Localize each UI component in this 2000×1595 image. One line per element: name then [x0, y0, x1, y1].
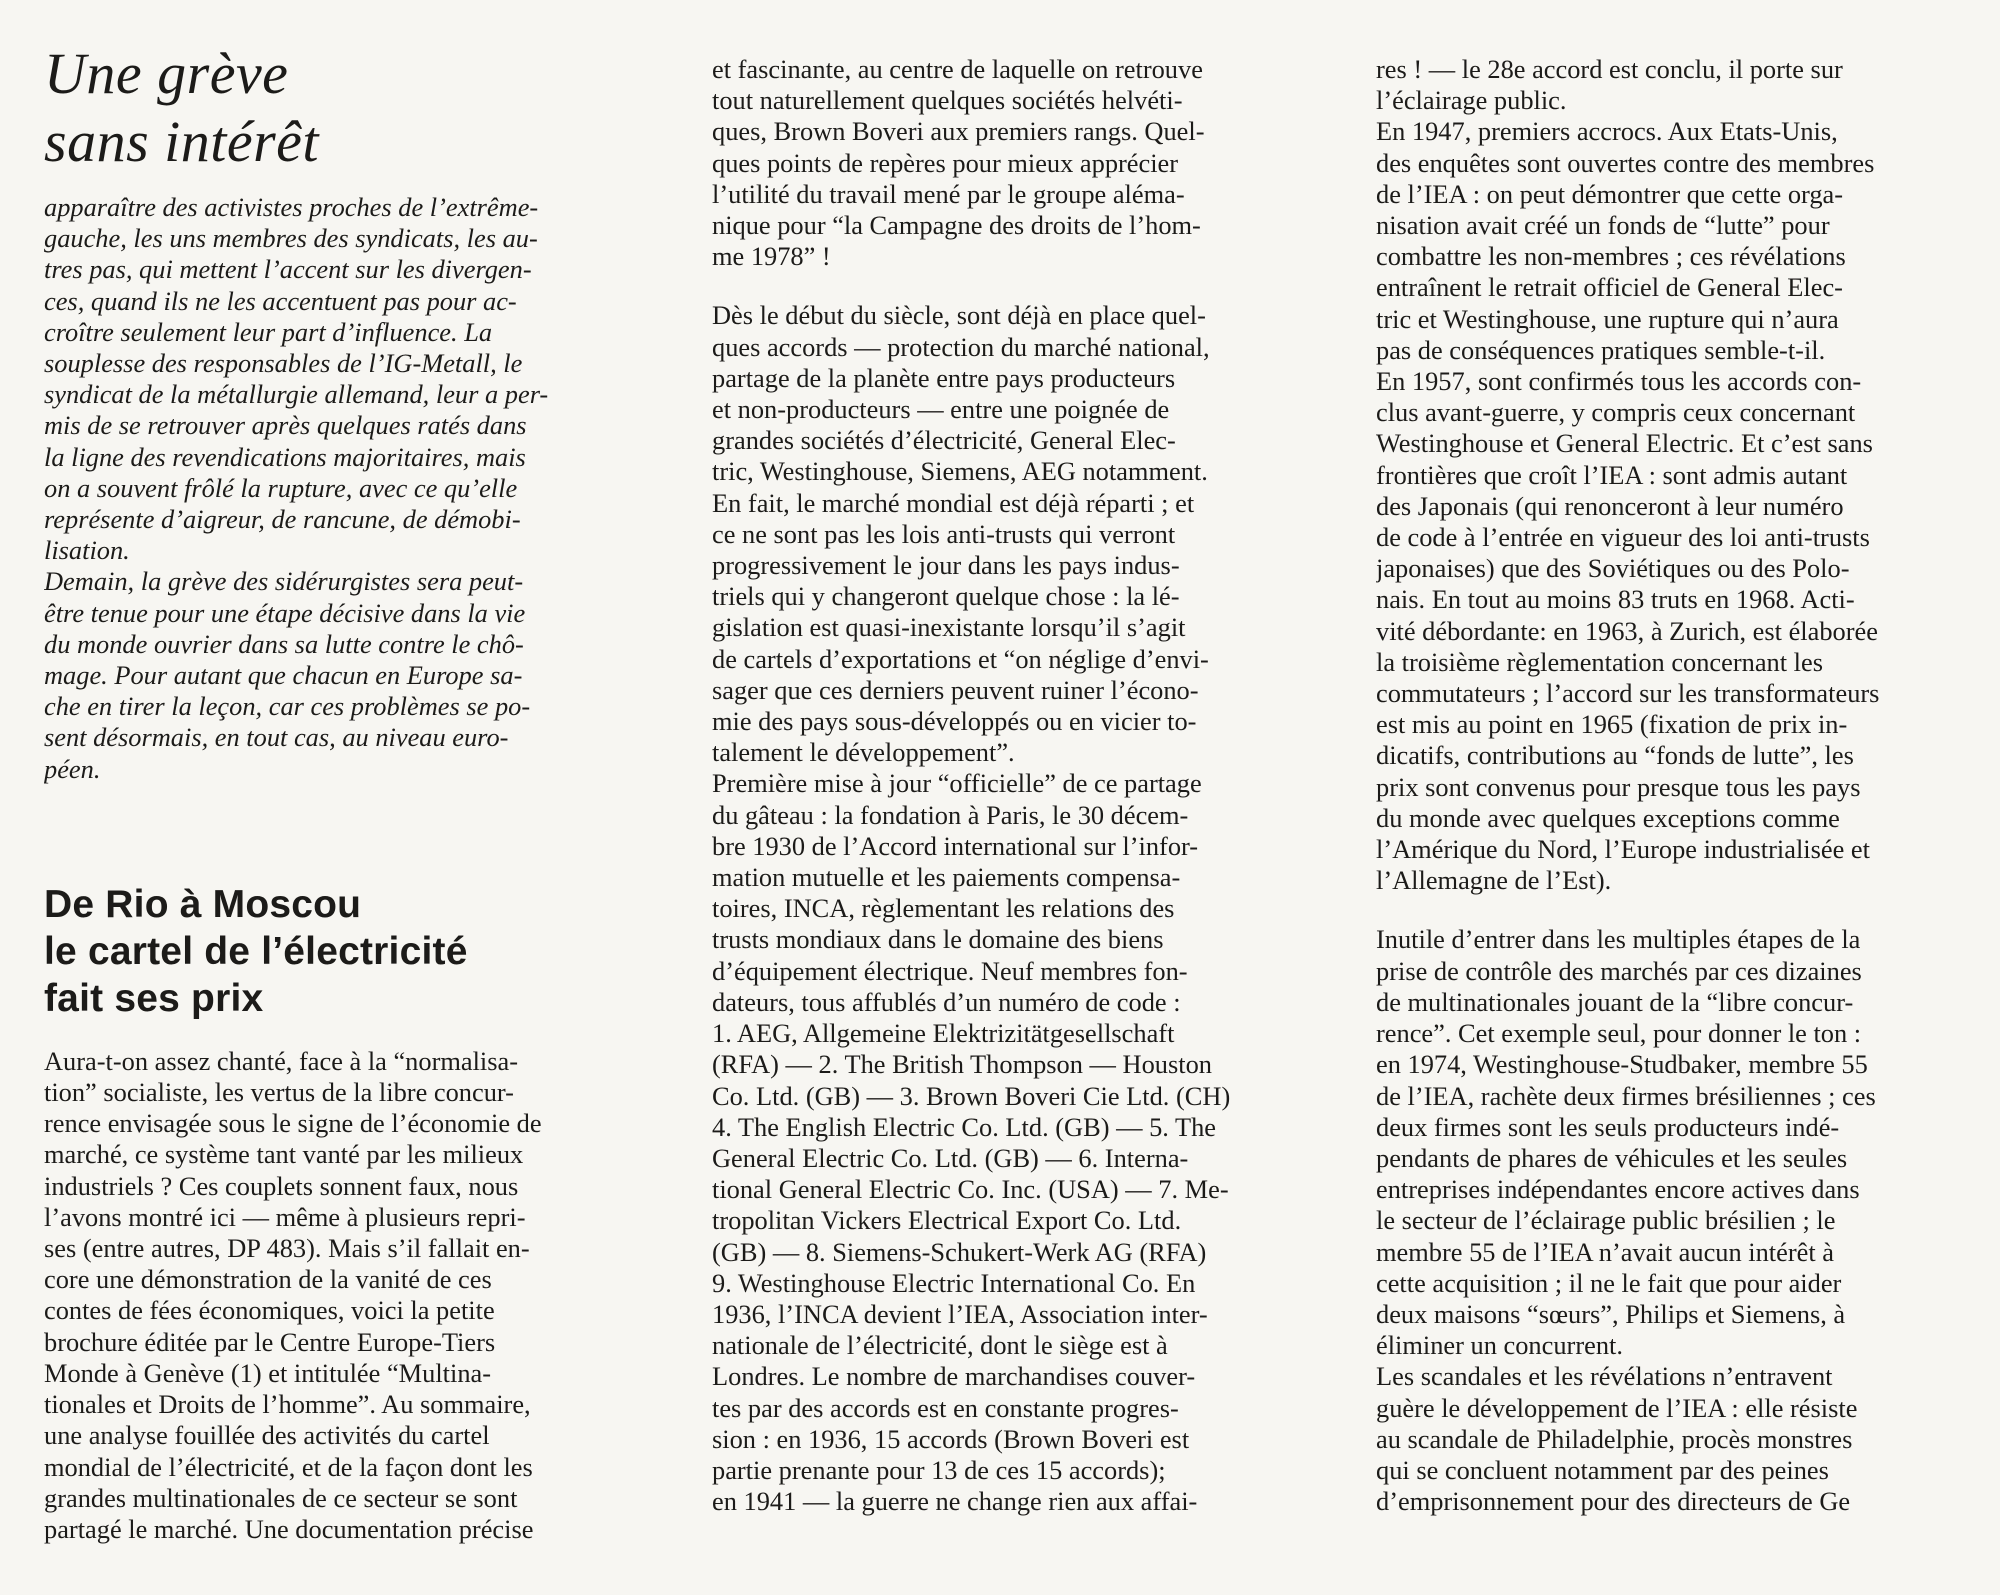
- text-line: de cartels d’exportations et “on néglige d’envi-: [712, 643, 1209, 674]
- text-line: de code à l’entrée en vigueur des loi anti-trusts: [1376, 522, 1870, 553]
- right-column: [1376, 0, 2000, 1595]
- text-line: nais. En tout au moins 83 truts en 1968. Acti-: [1376, 584, 1855, 615]
- article1-title: [44, 40, 674, 176]
- text-line: représente d’aigreur, de rancune, de démobi-: [44, 504, 521, 535]
- text-line: l’utilité du travail mené par le groupe alémа-: [712, 178, 1185, 209]
- text-line: 4. The English Electric Co. Ltd. (GB) — 5. The: [712, 1111, 1217, 1142]
- text-line: nationale de l’électricité, dont le siège est à: [712, 1330, 1168, 1361]
- text-line: 9. Westinghouse Electric International Co. En: [712, 1267, 1196, 1298]
- text-line: en 1941 — la guerre ne change rien aux affai-: [712, 1486, 1198, 1517]
- text-line: japonaises) que des Soviétiques ou des Polo-: [1376, 553, 1850, 584]
- text-line: et non-producteurs — entre une poignée de: [712, 394, 1170, 425]
- text-line: commutateurs ; l’accord sur les transformateurs: [1376, 678, 1880, 709]
- text-line: tional General Electric Co. Inc. (USA) — 7. Me-: [712, 1174, 1229, 1205]
- text-line: Dès le début du siècle, sont déjà en place quel-: [712, 300, 1206, 331]
- text-line: rence”. Cet exemple seul, pour donner le ton :: [1376, 1018, 1862, 1049]
- text-line: du monde ouvrier dans sa lutte contre le chô-: [44, 628, 524, 659]
- text-line: nique pour “la Campagne des droits de l’hom-: [712, 210, 1201, 241]
- text-line: 1. AEG, Allgemeine Elektrizitätgesellschaft: [712, 1018, 1175, 1049]
- text-line: sager que ces derniers peuvent ruiner l’écono-: [712, 674, 1199, 705]
- text-line: de l’IEA, rachète deux firmes brésiliennes ; ces: [1376, 1080, 1876, 1111]
- text-line: talement le développement”.: [712, 737, 1015, 768]
- text-line: pas de conséquences pratiques semble-t-il.: [1376, 334, 1826, 365]
- article2-conclusion-paragraph: [1376, 924, 2000, 1517]
- text-line: pendants de phares de véhicules et les seules: [1376, 1142, 1848, 1173]
- text-line: En 1957, sont confirmés tous les accords con-: [1376, 366, 1862, 397]
- article2-history-paragraph: [712, 300, 1332, 1517]
- text-line: membre 55 de l’IEA n’avait aucun intérêt à: [1376, 1236, 1834, 1267]
- text-line: Monde à Genève (1) et intitulée “Multina-: [44, 1357, 492, 1388]
- article2-title-line: fait ses prix: [44, 976, 264, 1020]
- text-line: bre 1930 de l’Accord international sur l’infor-: [712, 830, 1199, 861]
- article2-title-line: De Rio à Moscou: [44, 882, 362, 926]
- text-line: industriels ? Ces couplets sonnent faux, nous: [44, 1170, 519, 1201]
- text-line: péen.: [44, 753, 101, 784]
- text-line: l’Amérique du Nord, l’Europe industrialisée et: [1376, 834, 1870, 865]
- text-line: Aura-t-on assez chanté, face à la “normalisa-: [44, 1045, 519, 1076]
- text-line: tres pas, qui mettent l’accent sur les divergen-: [44, 254, 532, 285]
- text-line: dicatifs, contributions au “fonds de lutte”, les: [1376, 740, 1854, 771]
- text-line: tion” socialiste, les vertus de la libre concur-: [44, 1077, 514, 1108]
- text-line: toires, INCA, règlementant les relations des: [712, 893, 1175, 924]
- text-line: rence envisagée sous le signe de l’économie de: [44, 1108, 542, 1139]
- article2-postwar-paragraph: [1376, 54, 2000, 896]
- text-line: grandes sociétés d’électricité, General Elec-: [712, 425, 1176, 456]
- text-line: trusts mondiaux dans le domaine des biens: [712, 924, 1164, 955]
- text-line: être tenue pour une étape décisive dans la vie: [44, 597, 526, 628]
- text-line: partagé le marché. Une documentation précise: [44, 1513, 534, 1544]
- article1-title-line: sans intérêt: [44, 109, 320, 174]
- text-line: brochure éditée par le Centre Europe-Tiers: [44, 1326, 496, 1357]
- text-line: vité débordante: en 1963, à Zurich, est élaborée: [1376, 615, 1878, 646]
- text-line: clus avant-guerre, y compris ceux concernant: [1376, 397, 1856, 428]
- text-line: nisation avait créé un fonds de “lutte” pour: [1376, 210, 1830, 241]
- text-line: che en tirer la leçon, car ces problèmes se po-: [44, 691, 531, 722]
- text-line: mis de se retrouver après quelques ratés dans: [44, 410, 527, 441]
- text-line: Les scandales et les révélations n’entravent: [1376, 1361, 1833, 1392]
- text-line: apparaître des activistes proches de l’extrême-: [44, 192, 539, 222]
- text-line: l’éclairage public.: [1376, 85, 1567, 116]
- text-line: (GB) — 8. Siemens-Schukert-Werk AG (RFA): [712, 1236, 1207, 1267]
- article2-intro: [44, 1046, 674, 1545]
- text-line: partie prenante pour 13 de ces 15 accords);: [712, 1454, 1166, 1485]
- text-line: En 1947, premiers accrocs. Aux Etats-Unis,: [1376, 116, 1838, 147]
- text-line: la ligne des revendications majoritaires, mais: [44, 441, 526, 472]
- article1-body: [44, 192, 674, 785]
- text-line: cette acquisition ; il ne le fait que pour aider: [1376, 1267, 1842, 1298]
- text-line: mation mutuelle et les paiements compensa-: [712, 862, 1181, 893]
- text-line: me 1978” !: [712, 241, 831, 272]
- text-line: du gâteau : la fondation à Paris, le 30 décem-: [712, 799, 1189, 830]
- left-column: [44, 0, 674, 1595]
- text-line: des Japonais (qui renonceront à leur numéro: [1376, 490, 1844, 521]
- text-line: grandes multinationales de ce secteur se sont: [44, 1482, 518, 1513]
- text-line: Londres. Le nombre de marchandises couver-: [712, 1361, 1196, 1392]
- text-line: En fait, le marché mondial est déjà réparti ; et: [712, 487, 1195, 518]
- text-line: dateurs, tous affublés d’un numéro de code :: [712, 986, 1181, 1017]
- text-line: mage. Pour autant que chacun en Europe sa-: [44, 660, 523, 691]
- text-line: souplesse des responsables de l’IG-Metall, le: [44, 348, 523, 379]
- text-line: tionales et Droits de l’homme”. Au sommaire,: [44, 1389, 531, 1420]
- text-line: on a souvent frôlé la rupture, avec ce qu’elle: [44, 472, 518, 503]
- text-line: Co. Ltd. (GB) — 3. Brown Boveri Cie Ltd. (CH): [712, 1080, 1231, 1111]
- text-line: éliminer un concurrent.: [1376, 1330, 1623, 1361]
- text-line: deux maisons “sœurs”, Philips et Siemens, à: [1376, 1298, 1846, 1329]
- text-line: d’emprisonnement pour des directeurs de Ge: [1376, 1486, 1851, 1517]
- article2-continued-paragraph: [712, 54, 1332, 272]
- text-line: guère le développement de l’IEA : elle résiste: [1376, 1392, 1858, 1423]
- text-line: du monde avec quelques exceptions comme: [1376, 802, 1840, 833]
- text-line: et fascinante, au centre de laquelle on retrouve: [712, 54, 1203, 84]
- text-line: entreprises indépendantes encore actives dans: [1376, 1174, 1860, 1205]
- text-line: au scandale de Philadelphie, procès monstres: [1376, 1423, 1853, 1454]
- text-line: de l’IEA : on peut démontrer que cette orga-: [1376, 178, 1844, 209]
- text-line: tric, Westinghouse, Siemens, AEG notamment.: [712, 456, 1208, 487]
- text-line: Inutile d’entrer dans les multiples étapes de la: [1376, 924, 1861, 955]
- text-line: ques points de repères pour mieux apprécier: [712, 147, 1179, 178]
- text-line: une analyse fouillée des activités du cartel: [44, 1420, 490, 1451]
- text-line: Westinghouse et General Electric. Et c’est sans: [1376, 428, 1873, 459]
- text-line: Demain, la grève des sidérurgistes sera peut-: [44, 566, 524, 597]
- text-line: tes par des accords est en constante progres-: [712, 1392, 1179, 1423]
- text-line: tropolitan Vickers Electrical Export Co. Ltd.: [712, 1205, 1182, 1236]
- text-line: d’équipement électrique. Neuf membres fon-: [712, 955, 1188, 986]
- text-line: progressivement le jour dans les pays indus-: [712, 550, 1180, 581]
- text-line: triels qui y changeront quelque chose : la lé-: [712, 581, 1180, 612]
- middle-column: [712, 0, 1332, 1595]
- text-line: ques, Brown Boveri aux premiers rangs. Quel-: [712, 116, 1205, 147]
- text-line: qui se concluent notamment par des peines: [1376, 1454, 1829, 1485]
- text-line: le secteur de l’éclairage public brésilien ; le: [1376, 1205, 1836, 1236]
- text-line: en 1974, Westinghouse-Studbaker, membre 55: [1376, 1049, 1868, 1080]
- text-line: ques accords — protection du marché national,: [712, 331, 1210, 362]
- text-line: croître seulement leur part d’influence. La: [44, 316, 493, 347]
- text-line: l’Allemagne de l’Est).: [1376, 865, 1612, 896]
- text-line: partage de la planète entre pays producteurs: [712, 362, 1176, 393]
- text-line: mondial de l’électricité, et de la façon dont les: [44, 1451, 533, 1482]
- text-line: mie des pays sous-développés ou en vicier to-: [712, 706, 1197, 737]
- text-line: ce ne sont pas les lois anti-trusts qui verront: [712, 518, 1176, 549]
- text-line: res ! — le 28e accord est conclu, il porte sur: [1376, 54, 1843, 84]
- article2-title: [44, 881, 674, 1022]
- text-line: marché, ce système tant vanté par les milieux: [44, 1139, 524, 1170]
- text-line: de multinationales jouant de la “libre concur-: [1376, 986, 1854, 1017]
- text-line: gauche, les uns membres des syndicats, les au-: [44, 223, 538, 254]
- text-line: ses (entre autres, DP 483). Mais s’il fallait en-: [44, 1233, 530, 1264]
- text-line: gislation est quasi-inexistante lorsqu’il s’agit: [712, 612, 1186, 643]
- text-line: tric et Westinghouse, une rupture qui n’aura: [1376, 303, 1839, 334]
- text-line: General Electric Co. Ltd. (GB) — 6. Interna-: [712, 1142, 1189, 1173]
- text-line: deux firmes sont les seuls producteurs indé-: [1376, 1111, 1840, 1142]
- text-line: 1936, l’INCA devient l’IEA, Association inter-: [712, 1298, 1208, 1329]
- text-line: frontières que croît l’IEA : sont admis autant: [1376, 459, 1848, 490]
- text-line: sion : en 1936, 15 accords (Brown Boveri est: [712, 1423, 1190, 1454]
- text-line: core une démonstration de la vanité de ces: [44, 1264, 492, 1295]
- text-line: la troisième règlementation concernant les: [1376, 646, 1823, 677]
- article1-title-line: Une grève: [44, 41, 289, 106]
- text-line: l’avons montré ici — même à plusieurs repri-: [44, 1201, 526, 1232]
- text-line: des enquêtes sont ouvertes contre des membres: [1376, 147, 1875, 178]
- text-line: (RFA) — 2. The British Thompson — Houston: [712, 1049, 1212, 1080]
- text-line: Première mise à jour “officielle” de ce partage: [712, 768, 1202, 799]
- text-line: entraînent le retrait officiel de General Elec-: [1376, 272, 1843, 303]
- text-line: lisation.: [44, 535, 130, 566]
- text-line: prix sont convenus pour presque tous les pays: [1376, 771, 1861, 802]
- text-line: combattre les non-membres ; ces révélations: [1376, 241, 1846, 272]
- text-line: syndicat de la métallurgie allemand, leur a per-: [44, 379, 549, 410]
- text-line: est mis au point en 1965 (fixation de prix in-: [1376, 709, 1848, 740]
- text-line: tout naturellement quelques sociétés helvéti-: [712, 85, 1183, 116]
- text-line: sent désormais, en tout cas, au niveau euro-: [44, 722, 509, 753]
- text-line: ces, quand ils ne les accentuent pas pour ac-: [44, 285, 517, 316]
- article2-title-line: le cartel de l’électricité: [44, 929, 468, 973]
- text-line: prise de contrôle des marchés par ces dizaines: [1376, 955, 1862, 986]
- text-line: contes de fées économiques, voici la petite: [44, 1295, 495, 1326]
